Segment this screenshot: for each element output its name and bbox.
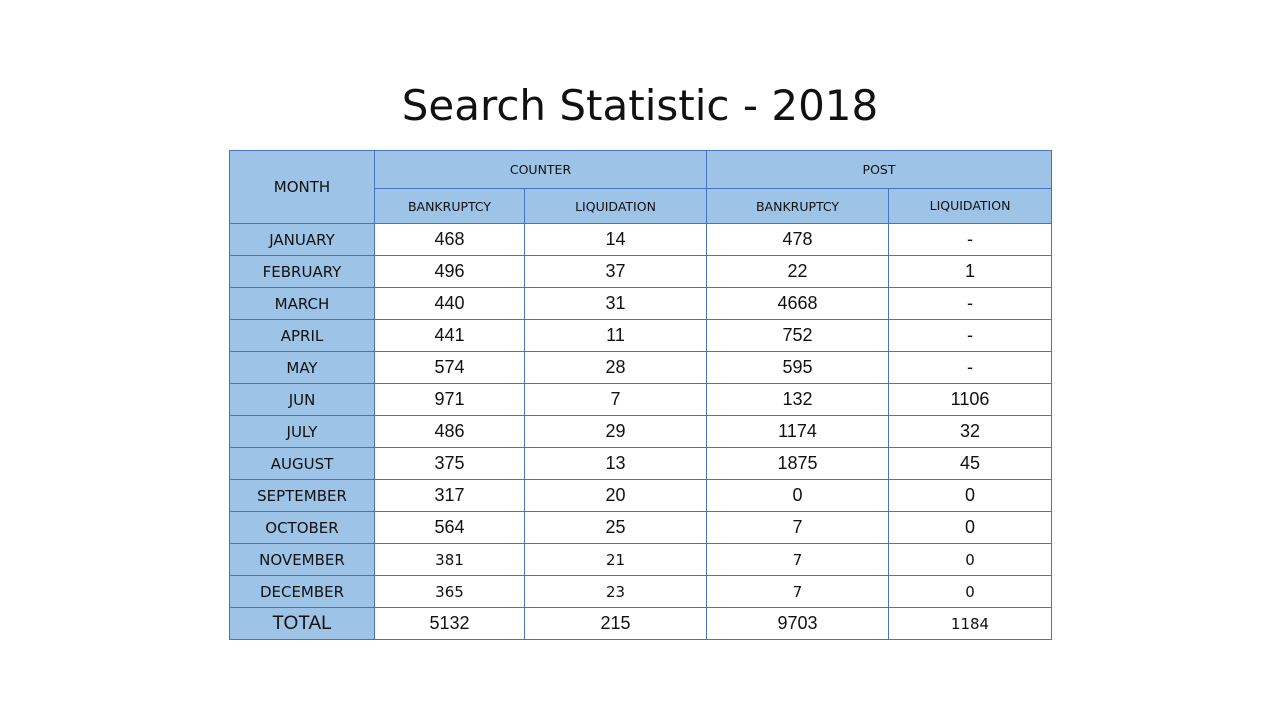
post-bankruptcy-cell: 752: [707, 320, 889, 352]
post-liquidation-cell: -: [889, 320, 1052, 352]
month-cell: SEPTEMBER: [230, 480, 375, 512]
post-liquidation-cell: 1106: [889, 384, 1052, 416]
table-row: [230, 320, 1052, 352]
table-row: [230, 480, 1052, 512]
post-liquidation-cell: 0: [889, 544, 1052, 576]
post-liquidation-cell: 45: [889, 448, 1052, 480]
table-row: [230, 576, 1052, 608]
month-cell: NOVEMBER: [230, 544, 375, 576]
month-cell: MARCH: [230, 288, 375, 320]
post-bankruptcy-cell: 595: [707, 352, 889, 384]
total-post-liquidation: 1184: [889, 608, 1052, 640]
counter-bankruptcy-cell: 317: [375, 480, 525, 512]
total-label: TOTAL: [230, 608, 375, 640]
table-row: [230, 224, 1052, 256]
counter-liquidation-cell: 11: [525, 320, 707, 352]
total-post-bankruptcy: 9703: [707, 608, 889, 640]
month-cell: APRIL: [230, 320, 375, 352]
month-cell: FEBRUARY: [230, 256, 375, 288]
table-row: [230, 512, 1052, 544]
table-row: [230, 384, 1052, 416]
counter-liquidation-cell: 23: [525, 576, 707, 608]
page-title: Search Statistic - 2018: [401, 81, 879, 130]
counter-liquidation-cell: 7: [525, 384, 707, 416]
counter-liquidation-cell: 37: [525, 256, 707, 288]
counter-bankruptcy-cell: 971: [375, 384, 525, 416]
header-month: MONTH: [230, 151, 375, 224]
counter-bankruptcy-cell: 574: [375, 352, 525, 384]
post-bankruptcy-cell: 1174: [707, 416, 889, 448]
counter-liquidation-cell: 29: [525, 416, 707, 448]
table-row: [230, 448, 1052, 480]
table-body: [230, 224, 1052, 608]
header-counter: COUNTER: [375, 151, 707, 189]
month-cell: MAY: [230, 352, 375, 384]
header-post: POST: [707, 151, 1052, 189]
post-liquidation-cell: -: [889, 288, 1052, 320]
header-counter-liquidation: LIQUIDATION: [525, 189, 707, 224]
post-liquidation-cell: 0: [889, 576, 1052, 608]
post-liquidation-cell: 0: [889, 480, 1052, 512]
counter-liquidation-cell: 20: [525, 480, 707, 512]
header-post-liquidation: LIQUIDATION: [889, 189, 1052, 224]
counter-liquidation-cell: 13: [525, 448, 707, 480]
table-row: [230, 544, 1052, 576]
table-row: [230, 352, 1052, 384]
month-cell: JANUARY: [230, 224, 375, 256]
post-liquidation-cell: 1: [889, 256, 1052, 288]
total-counter-liquidation: 215: [525, 608, 707, 640]
counter-liquidation-cell: 25: [525, 512, 707, 544]
table-row: [230, 416, 1052, 448]
post-bankruptcy-cell: 478: [707, 224, 889, 256]
counter-bankruptcy-cell: 365: [375, 576, 525, 608]
post-bankruptcy-cell: 1875: [707, 448, 889, 480]
total-counter-bankruptcy: 5132: [375, 608, 525, 640]
month-cell: JULY: [230, 416, 375, 448]
post-bankruptcy-cell: 132: [707, 384, 889, 416]
counter-liquidation-cell: 31: [525, 288, 707, 320]
header-counter-bankruptcy: BANKRUPTCY: [375, 189, 525, 224]
post-liquidation-cell: 32: [889, 416, 1052, 448]
counter-bankruptcy-cell: 381: [375, 544, 525, 576]
counter-bankruptcy-cell: 496: [375, 256, 525, 288]
counter-bankruptcy-cell: 375: [375, 448, 525, 480]
counter-liquidation-cell: 14: [525, 224, 707, 256]
post-liquidation-cell: -: [889, 224, 1052, 256]
month-cell: DECEMBER: [230, 576, 375, 608]
month-cell: JUN: [230, 384, 375, 416]
month-cell: AUGUST: [230, 448, 375, 480]
counter-liquidation-cell: 21: [525, 544, 707, 576]
header-post-bankruptcy: BANKRUPTCY: [707, 189, 889, 224]
counter-bankruptcy-cell: 440: [375, 288, 525, 320]
month-cell: OCTOBER: [230, 512, 375, 544]
counter-bankruptcy-cell: 468: [375, 224, 525, 256]
counter-bankruptcy-cell: 564: [375, 512, 525, 544]
post-bankruptcy-cell: 7: [707, 576, 889, 608]
post-bankruptcy-cell: 4668: [707, 288, 889, 320]
post-bankruptcy-cell: 7: [707, 544, 889, 576]
table-row: [230, 288, 1052, 320]
counter-liquidation-cell: 28: [525, 352, 707, 384]
counter-bankruptcy-cell: 486: [375, 416, 525, 448]
post-bankruptcy-cell: 7: [707, 512, 889, 544]
statistics-table: [229, 150, 1052, 640]
post-bankruptcy-cell: 22: [707, 256, 889, 288]
table-row: [230, 256, 1052, 288]
total-row: [230, 608, 1052, 640]
header-row-groups: [230, 151, 1052, 189]
post-liquidation-cell: 0: [889, 512, 1052, 544]
post-liquidation-cell: -: [889, 352, 1052, 384]
counter-bankruptcy-cell: 441: [375, 320, 525, 352]
post-bankruptcy-cell: 0: [707, 480, 889, 512]
